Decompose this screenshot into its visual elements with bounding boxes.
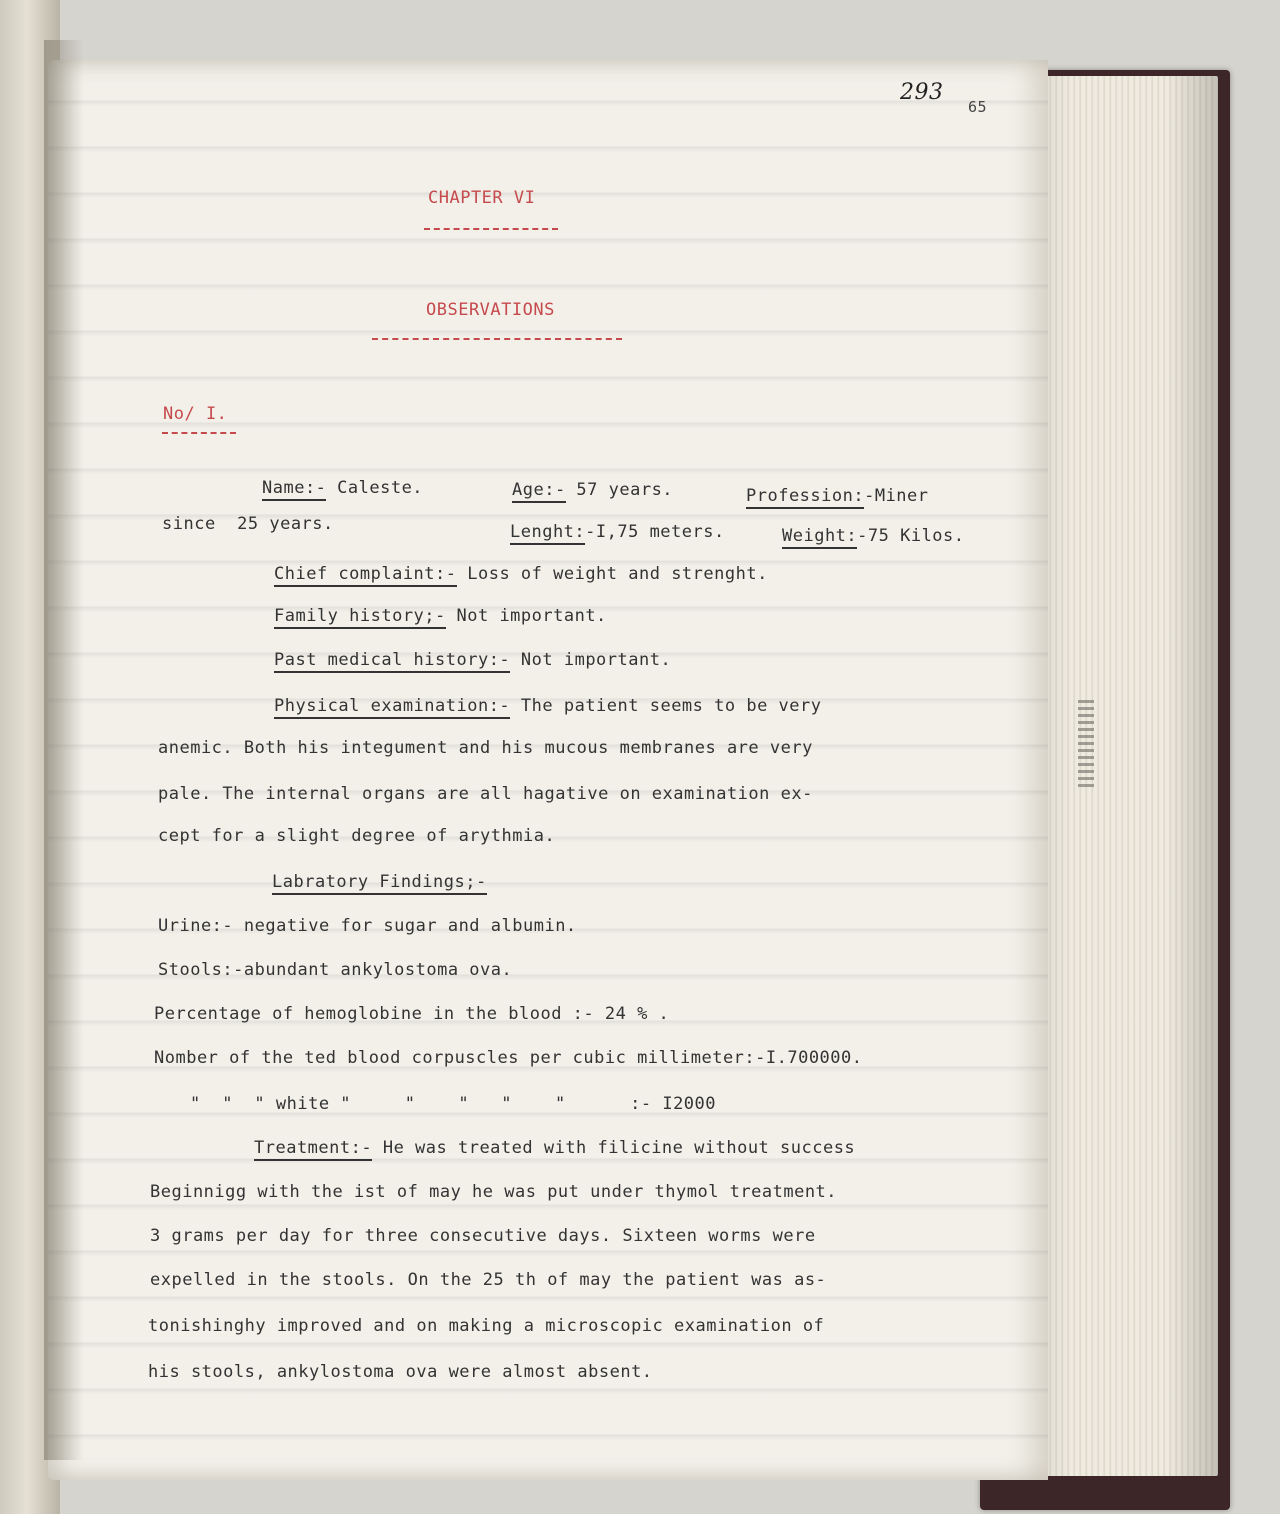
physical-exam-label: Physical examination:-	[274, 696, 510, 719]
case-number: No/ I.	[163, 404, 228, 424]
treatment-line	[254, 1138, 855, 1158]
treatment-line-5: tonishinghy improved and on making a microscopic examination of	[148, 1316, 825, 1336]
white-cells-line: " " " white " " " " " :- I2000	[190, 1094, 717, 1114]
stools-line: Stools:-abundant ankylostoma ova.	[158, 960, 513, 980]
length-value: -I,75 meters.	[585, 522, 725, 542]
past-history-line	[274, 650, 671, 670]
weight-label: Weight:	[782, 526, 857, 549]
profession-value: -Miner	[864, 486, 929, 506]
physical-exam-line	[274, 696, 821, 716]
lab-findings-heading	[272, 872, 487, 892]
handwritten-page-number: 293	[900, 80, 944, 105]
case-number-underline	[162, 432, 236, 434]
since-line: since 25 years.	[162, 514, 334, 534]
age-line	[512, 480, 673, 500]
weight-value: -75 Kilos.	[857, 526, 965, 546]
past-history-label: Past medical history:-	[274, 650, 510, 673]
gutter-shadow	[44, 40, 84, 1460]
treatment-line-4: expelled in the stools. On the 25 th of may the patient was as-	[150, 1270, 827, 1290]
treatment-line-2: Beginnigg with the ist of may he was put under thymol treatment.	[150, 1182, 838, 1202]
profession-line	[746, 486, 929, 506]
name-line	[262, 478, 423, 498]
red-cells-line: Nomber of the ted blood corpuscles per cubic millimeter:-I.700000.	[154, 1048, 863, 1068]
chapter-underline	[424, 228, 558, 230]
lab-findings-label: Labratory Findings;-	[272, 872, 487, 895]
length-label: Lenght:	[510, 522, 585, 545]
treatment-line-6: his stools, ankylostoma ova were almost absent.	[148, 1362, 653, 1382]
chief-complaint-line	[274, 564, 768, 584]
weight-line	[782, 526, 965, 546]
name-value: Caleste.	[326, 478, 424, 498]
family-history-line	[274, 606, 607, 626]
physical-exam-line-4: cept for a slight degree of arythmia.	[158, 826, 556, 846]
past-history-value: Not important.	[510, 650, 672, 670]
physical-exam-value: The patient seems to be very	[510, 696, 822, 716]
hemoglobin-line: Percentage of hemoglobine in the blood :- 24 % .	[154, 1004, 670, 1024]
length-line	[510, 522, 725, 542]
age-value: 57 years.	[565, 480, 674, 500]
page-number: 65	[968, 98, 988, 116]
chief-complaint-value: Loss of weight and strenght.	[456, 564, 768, 584]
section-title: OBSERVATIONS	[426, 300, 555, 320]
chief-complaint-label: Chief complaint:-	[274, 564, 457, 587]
section-underline	[372, 338, 622, 340]
chapter-title: CHAPTER VI	[428, 188, 536, 208]
treatment-label: Treatment:-	[254, 1138, 372, 1161]
physical-exam-line-2: anemic. Both his integument and his mucous membranes are very	[158, 738, 813, 758]
treatment-line-3: 3 grams per day for three consecutive days. Sixteen worms were	[150, 1226, 816, 1246]
treatment-value: He was treated with filicine without success	[372, 1138, 856, 1158]
family-history-value: Not important.	[445, 606, 607, 626]
family-history-label: Family history;-	[274, 606, 446, 629]
name-label: Name:-	[262, 478, 326, 501]
age-label: Age:-	[512, 480, 566, 503]
page-edge-marking	[1078, 700, 1094, 790]
physical-exam-line-3: pale. The internal organs are all hagative on examination ex-	[158, 784, 813, 804]
typed-page	[48, 60, 1048, 1480]
urine-line: Urine:- negative for sugar and albumin.	[158, 916, 577, 936]
profession-label: Profession:	[746, 486, 864, 509]
